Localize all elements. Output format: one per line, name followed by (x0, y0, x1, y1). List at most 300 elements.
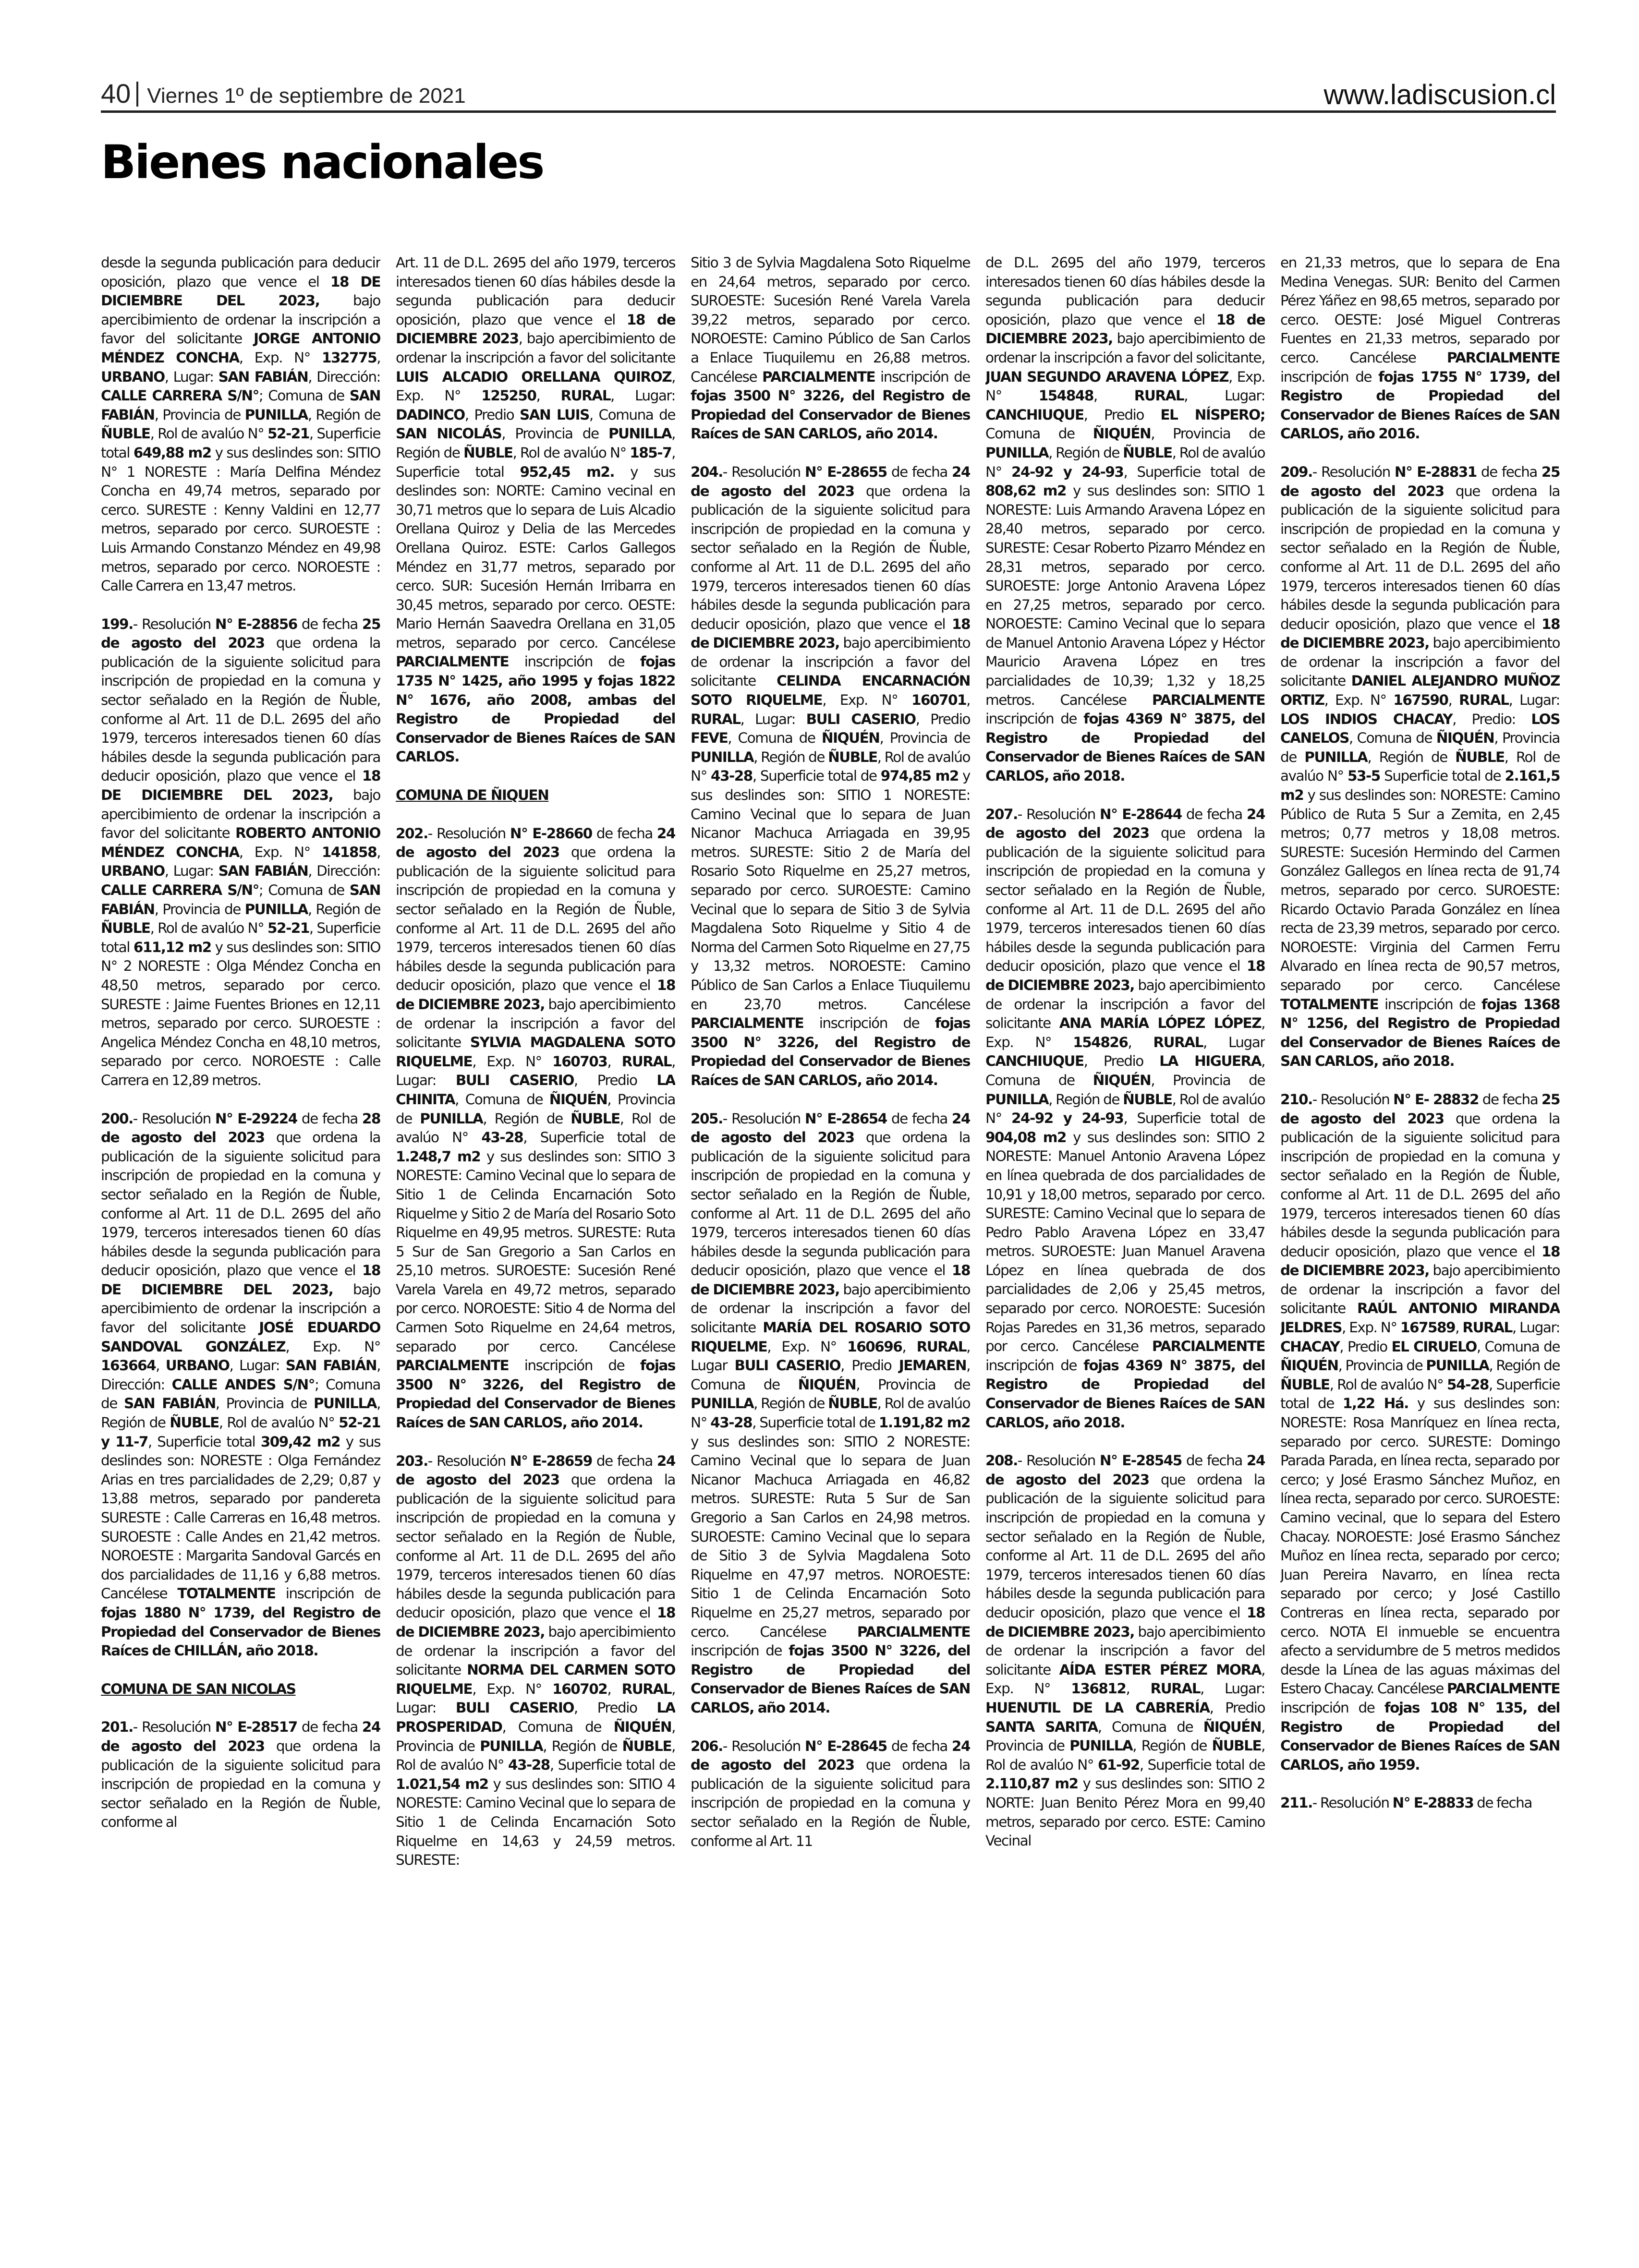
notice-emphasis: 125250 (481, 387, 536, 404)
notice-emphasis: ÑUBLE (1212, 1737, 1262, 1754)
notice-emphasis: N° E-28654 (804, 1110, 887, 1127)
commune-heading: COMUNA DE ÑIQUEN (396, 787, 549, 804)
notice-text: de fecha (592, 1452, 657, 1469)
notice-emphasis: EL CIRUELO (1391, 1338, 1477, 1355)
notice-emphasis: 167589 (1400, 1319, 1456, 1336)
notice-text: , (607, 1680, 622, 1697)
notice-emphasis: CALLE CARRERA S/N° (101, 387, 259, 404)
notice-text: , Lugar: (229, 1357, 286, 1374)
notice-emphasis: 1.248,7 m2 (396, 1148, 481, 1165)
notice-emphasis: 43-28 (508, 1757, 550, 1773)
notice-text: , Comuna de (1476, 1338, 1560, 1355)
notice-emphasis: 25 de agosto del 2023 (101, 615, 380, 651)
notice-paragraph (985, 253, 1265, 786)
notice-text: y sus deslindes son: NORTE: Camino vecinal en 30,71 metros que lo separa de Luis Alcadio Orellana Quiroz y Delia de las Mercedes Orellana Quiroz. ESTE: Carlos Gallegos Méndez en 31,77 metros, separado por cerco. SUR: Sucesión Hernán Irribarra en 30,45 metros, separado por cerco. OESTE: Mario Hernán Saavedra Orellana en 31,05 metros, separado por cerco. Cancélese (396, 463, 675, 651)
notice-emphasis: ROBERTO ANTONIO MÉNDEZ CONCHA (101, 825, 380, 860)
notice-text: , Lugar: (1184, 387, 1265, 404)
notice-text: , Región de (396, 425, 675, 461)
notice-text: , Lugar: (610, 387, 675, 404)
notice-text: , Región de (1048, 1091, 1123, 1108)
notice-text: , Provincia de (879, 730, 970, 747)
notice-text: que ordena la publicación de la siguiente solicitud para inscripción de propiedad en la comuna y sector señalado en la Región de Ñuble, conforme al Art. 11 de D.L. 2695 del año 1979, terceros interesados tienen 60 días hábiles desde la segunda publicación para deducir oposición, plazo que vence el (1280, 483, 1560, 632)
notice-emphasis: ÑIQUÉN (613, 1718, 672, 1735)
notice-emphasis: 974,85 m2 (880, 768, 959, 784)
notice-emphasis: 24 de agosto del 2023 (691, 1737, 970, 1773)
notice-text: , (536, 387, 561, 404)
notice-text: , Provincia de (215, 1395, 314, 1412)
notice-emphasis: URBANO (101, 368, 165, 385)
notice-emphasis: ÑUBLE (101, 920, 150, 937)
notice-paragraph (1280, 463, 1560, 1071)
notice-emphasis: PUNILLA (313, 1395, 377, 1412)
notice-emphasis: N° E-28644 (1099, 806, 1182, 822)
notice-text: inscripción de (275, 1585, 380, 1602)
notice-text: , Predio (1083, 1053, 1160, 1070)
notice-emphasis: 141858 (321, 844, 377, 860)
notice-emphasis: 24 de agosto del 2023 (396, 825, 675, 861)
notice-text: , Superficie total (101, 920, 380, 955)
notice-text: y sus deslindes son: NORESTE: Camino Público de Ruta 5 Sur a Zemita, en 2,45 metros; 0,77 metros y 18,08 metros. SURESTE: Sucesión Hermindo del Carmen González Gallegos en línea recta de 91,74 metros, separado por cerco. SUROESTE: Ricardo Octavio Parada González en línea recta de 23,39 metros, separado por cerco. NOROESTE: Virginia del Carmen Ferru Alvarado en línea recta de 90,57 metros, separado por cerco. Cancélese (1280, 787, 1560, 993)
notice-text: , Predio (1339, 1338, 1392, 1355)
text-column-1 (101, 253, 380, 2251)
notice-emphasis: BULI CASERIO (455, 1072, 574, 1089)
notice-emphasis: 25 de agosto del 2023 (1280, 1091, 1560, 1127)
notice-emphasis: DADINCO (396, 406, 465, 423)
notice-text: que ordena la publicación de la siguiente solicitud para inscripción de propiedad en la comuna y sector señalado en la Región de Ñuble, conforme al Art. 11 de D.L. 2695 del año 1979, terceros interesados tienen 60 días hábiles desde la segunda publicación para deducir oposición, plazo que vence el (691, 1129, 970, 1279)
notice-text: , Provincia de (154, 901, 245, 917)
notice-emphasis: 18 de DICIEMBRE 2023, (396, 977, 675, 1013)
notice-text: bajo apercibimiento de ordenar la inscripción a favor del solicitante (985, 1623, 1265, 1678)
notice-text: , (902, 1338, 917, 1355)
notice-text: , Comuna de (455, 1091, 549, 1108)
notice-emphasis: N° E-28833 (1392, 1795, 1474, 1811)
notice-text: , Rol de avalúo N° (512, 444, 630, 461)
notice-text: , Superficie total (396, 444, 675, 480)
notice-text: , (1448, 692, 1459, 709)
notice-text: bajo apercibimiento de ordenar la inscripción a favor del solicitante (691, 1281, 970, 1336)
notice-text: de fecha (592, 825, 657, 842)
notice-text: , Región de (483, 1110, 571, 1127)
notice-emphasis: RURAL (621, 1053, 672, 1070)
notice-emphasis: 18 de DICIEMBRE 2023, (985, 958, 1265, 993)
notice-text: , Región de (1048, 444, 1123, 461)
notice-text: , Exp. N° (396, 368, 675, 404)
notice-emphasis: 54-28 (1447, 1376, 1489, 1393)
notice-text: - Resolución (1017, 1452, 1100, 1469)
notice-emphasis: fojas 3500 N° 3226, del Registro de Propiedad del Conservador de Bienes Raíces de SAN CARLOS, año 2014. (691, 1015, 970, 1088)
notice-emphasis: ÑUBLE (828, 1395, 877, 1412)
notice-emphasis: N° E-28831 (1394, 463, 1477, 480)
notice-emphasis: JORGE ANTONIO MÉNDEZ CONCHA (101, 330, 380, 366)
notice-text: , Lugar (691, 1338, 970, 1374)
notice-text: , Provincia de (154, 406, 245, 423)
notice-emphasis: 952,45 m2. (520, 463, 615, 480)
notice-text: , Superficie total de (1123, 1110, 1265, 1127)
notice-emphasis: 52-21 (267, 425, 309, 442)
notice-emphasis: RURAL (1462, 1319, 1512, 1336)
notice-emphasis: N° E-28545 (1099, 1452, 1182, 1469)
notice-text: , Lugar: (1512, 1319, 1560, 1336)
notice-emphasis: PARCIALMENTE (396, 1357, 509, 1374)
notice-emphasis: 2.110,87 m2 (985, 1775, 1078, 1792)
notice-text: - Resolución (722, 1737, 805, 1754)
page-header (101, 72, 1556, 113)
notice-text: , Lugar: (1200, 1680, 1265, 1697)
notice-text: Sitio 3 de Sylvia Magdalena Soto Riquelme en 24,64 metros, separado por cerco. SUROESTE: Sucesión René Varela Varela 39,22 metros, separado por cerco. NOROESTE: Camino Público de San Carlos a Enlace Tiuquilemu en 26,88 metros. Cancélese (691, 254, 970, 385)
notice-text: inscripción de (1378, 996, 1481, 1013)
notice-emphasis: 160701 (911, 692, 967, 709)
notice-text: , Rol de avalúo N° (150, 920, 268, 937)
notice-emphasis: EL NÍSPERO; (1160, 406, 1265, 423)
section-title: Bienes nacionales (101, 135, 544, 189)
issue-date: Viernes 1º de septiembre de 2021 (147, 84, 466, 108)
notice-text: , Predio: (1452, 711, 1531, 727)
notice-text: ; Comuna de (101, 1376, 380, 1412)
text-column-5 (1280, 253, 1560, 2251)
notice-paragraph (101, 1110, 380, 1661)
notice-emphasis: ÑUBLE (1123, 444, 1172, 461)
notice-emphasis: HUENUTIL DE LA CABRERÍA (985, 1699, 1210, 1716)
notice-text: de fecha (297, 1719, 362, 1736)
notice-text: , Lugar: (164, 863, 219, 880)
notice-text: inscripción de (875, 368, 970, 385)
notice-text: - Resolución (427, 825, 510, 842)
notices-columns (101, 253, 1559, 2251)
notice-emphasis: N° E-28517 (215, 1719, 297, 1736)
notice-text: - Resolución (1312, 1795, 1393, 1811)
notice-emphasis: ÑUBLE (101, 425, 150, 442)
notice-emphasis: NORMA DEL CARMEN SOTO RIQUELME (396, 1662, 675, 1697)
notice-text: y sus deslindes son: SITIO 1 NORESTE: Luis Armando Aravena López en 28,40 metros, separado por cerco. SURESTE: Cesar Roberto Pizarro Méndez en 28,31 metros, separado por cerco. SUROESTE: Jorge Antonio Aravena López en 27,25 metros, separado por cerco. NOROESTE: Camino Vecinal que lo separa de Manuel Antonio Aravena López y Héctor Mauricio Aravena López en tres parcialidades de 10,39; 1,32 y 18,25 metros. Cancélese (985, 483, 1265, 708)
notice-text: - Resolución (133, 1719, 215, 1736)
notice-emphasis: 163664 (101, 1357, 156, 1374)
notice-emphasis: 210. (1280, 1091, 1312, 1108)
notice-emphasis: 2.161,5 m2 (1280, 768, 1560, 804)
notice-emphasis: RURAL (1153, 1034, 1203, 1050)
notice-emphasis: 18 de DICIEMBRE 2023, (985, 1604, 1265, 1640)
notice-text: de fecha (886, 1110, 952, 1127)
notice-emphasis: fojas 3500 N° 3226, del Registro de Propiedad del Conservador de Bienes Raíces de SAN CARLOS, año 2014. (691, 387, 970, 442)
notice-paragraph (396, 253, 675, 767)
notice-text: y sus deslindes son: SITIO N° 2 NORESTE : Olga Méndez Concha en 48,50 metros, separado por cerco. SURESTE : Jaime Fuentes Briones en 12,11 metros, separado por cerco. SUROESTE : Angelica Méndez Concha en 48,10 metros, separado por cerco. NOROESTE : Calle Carrera en 12,89 metros. (101, 939, 380, 1088)
notice-text: , Superficie total de (752, 1414, 879, 1431)
notice-emphasis: 24 de agosto del 2023 (985, 1452, 1265, 1488)
notice-emphasis: 132775 (321, 349, 377, 366)
notice-emphasis: SAN FABIÁN (285, 1357, 377, 1374)
notice-emphasis: MARÍA DEL ROSARIO SOTO RIQUELME (691, 1319, 970, 1355)
notice-text: , Provincia de (1338, 1357, 1426, 1374)
notice-emphasis: PUNILLA (1426, 1357, 1489, 1374)
notice-text: y sus deslindes son: SITIO 2 NORESTE: Camino Vecinal que lo separa de Juan Nicanor Machuca Arriagada en 46,82 metros. SURESTE: Ruta 5 Sur de San Gregorio a San Carlos en 24,98 metros. SUROESTE: Camino Vecinal que lo separa de Sitio 3 de Sylvia Magdalena Soto Riquelme en 47,97 metros. NOROESTE: Sitio 1 de Celinda Encarnación Soto Riquelme en 25,27 metros, separado por cerco. Cancélese (691, 1433, 970, 1640)
notice-text: , Provincia de (985, 1718, 1265, 1754)
notice-text: , Superficie total (101, 425, 380, 461)
notice-emphasis: N° E- 28832 (1393, 1091, 1479, 1108)
notice-emphasis: SAN NICOLÁS (396, 425, 502, 442)
notice-text: inscripción de (1280, 1699, 1384, 1716)
notice-text: inscripción de (509, 1357, 640, 1374)
notice-text: y sus deslindes son: SITIO 2 NORESTE: Manuel Antonio Aravena López en línea quebrada de dos parcialidades de 10,91 y 18,00 metros, separado por cerco. SURESTE: Camino Vecinal que lo separa de Pedro Pablo Aravena López en 33,47 metros. SUROESTE: Juan Manuel Aravena López en línea quebrada de dos parcialidades de 2,06 y 25,45 metros, separado por cerco. NOROESTE: Sucesión Rojas Paredes en 31,36 metros, separado por cerco. Cancélese (985, 1129, 1265, 1355)
notice-emphasis: PUNILLA (480, 1737, 543, 1754)
notice-emphasis: DANIEL ALEJANDRO MUÑOZ ORTIZ (1280, 673, 1560, 709)
notice-emphasis: 18 DE DICIEMBRE DEL 2023, (101, 768, 380, 804)
notice-emphasis: JEMAREN (898, 1357, 967, 1374)
notice-text: , Provincia de (1151, 1072, 1265, 1088)
notice-text: que ordena la publicación de la siguiente solicitud para inscripción de propiedad en la comuna y sector señalado en la Región de Ñuble, conforme al Art. 11 de D.L. 2695 del año 1979, terceros interesados tienen 60 días hábiles desde la segunda publicación para deducir oposición, plazo que vence el (101, 635, 380, 784)
notice-emphasis: N° E-28659 (510, 1452, 592, 1469)
notice-emphasis: SANTA SARITA (985, 1718, 1098, 1735)
notice-emphasis: 201. (101, 1719, 133, 1736)
notice-text: de fecha (1476, 463, 1542, 480)
notice-text: , Comuna de (728, 730, 822, 747)
notice-paragraph (101, 253, 380, 596)
notice-emphasis: PUNILLA (985, 1091, 1049, 1108)
notice-emphasis: SYLVIA MAGDALENA SOTO RIQUELME (396, 1034, 675, 1070)
notice-emphasis: RAÚL ANTONIO MIRANDA JELDRES (1280, 1300, 1560, 1336)
notice-emphasis: PUNILLA (1069, 1737, 1133, 1754)
notice-emphasis: 28 de agosto del 2023 (101, 1110, 380, 1146)
page-info (101, 78, 466, 109)
notice-emphasis: ANA MARÍA LÓPEZ LÓPEZ (1059, 1015, 1262, 1032)
notice-text: , Región de (753, 1395, 828, 1412)
notice-emphasis: 208. (985, 1452, 1018, 1469)
notice-text: , Exp. N° (285, 1338, 380, 1355)
notice-emphasis: 649,88 m2 (133, 444, 211, 461)
notice-text: , Superficie total de (752, 768, 881, 784)
commune-heading: COMUNA DE SAN NICOLAS (101, 1680, 296, 1697)
notice-text: , Predio (1209, 1699, 1265, 1716)
notice-text: , Rol de avalúo N° (691, 1395, 970, 1431)
notice-emphasis: PUNILLA (691, 748, 754, 765)
notice-text: y sus deslindes son: NORESTE: Rosa Manríquez en línea recta, separado por cerco. SURESTE: Domingo Parada Parada, en línea recta, separado por cerco; y José Erasmo Sánchez Muñoz, en línea recta, separado por cerco. SUROESTE: Camino vecinal, que lo separa del Estero Chacay. NOROESTE: José Erasmo Sánchez Muñoz en línea recta, separado por cerco; Juan Pereira Navarro, en línea recta separado por cerco; y José Castillo Contreras en línea recta, separado por cerco. NOTA El inmueble se encuentra afecto a servidumbre de 5 metros medidos desde la Línea de las aguas máximas del Estero Chacay. Cancélese (1280, 1395, 1560, 1697)
notice-paragraph (691, 463, 970, 1090)
notice-text: , Región de (1132, 1737, 1212, 1754)
notice-emphasis: fojas 4369 N° 3875, del Registro de Propiedad del Conservador de Bienes Raíces de SAN CARLOS, año 2018. (985, 711, 1265, 784)
notice-emphasis: ÑUBLE (571, 1110, 620, 1127)
notice-emphasis: 18 DE DICIEMBRE DEL 2023, (101, 1262, 380, 1298)
notice-text: inscripción de (1280, 368, 1379, 385)
notice-text: , Superficie total de (1123, 463, 1265, 480)
notice-emphasis: ÑIQUÉN (1203, 1718, 1262, 1735)
notice-emphasis: 1.191,82 m2 (878, 1414, 970, 1431)
notice-emphasis: fojas 4369 N° 3875, del Registro de Propiedad del Conservador de Bienes Raíces de SAN CARLOS, año 2018. (985, 1357, 1265, 1431)
notice-text: de fecha (886, 1737, 952, 1754)
notice-text: , Comuna de (1348, 730, 1436, 747)
notice-text: de fecha (1479, 1091, 1542, 1108)
notice-text: , Exp. N° (239, 349, 322, 366)
notice-emphasis: N° E-28660 (510, 825, 592, 842)
notice-emphasis: ÑUBLE (1123, 1091, 1172, 1108)
notice-text: , (376, 844, 380, 860)
notice-emphasis: 24 de agosto del 2023 (691, 463, 970, 499)
notice-text: bajo apercibimiento de ordenar la inscripción a favor del solicitante, (985, 330, 1265, 366)
notice-emphasis: RURAL (1134, 387, 1184, 404)
notice-text: bajo apercibimiento de ordenar la inscripción a favor del solicitante (691, 635, 970, 689)
notice-text: , (1093, 387, 1134, 404)
notice-text: desde la segunda publicación para deducir oposición, plazo que vence el (101, 254, 380, 290)
notice-emphasis: 309,42 m2 (260, 1433, 340, 1450)
notice-text: , Dirección: (308, 368, 380, 385)
notice-emphasis: 24 de agosto del 2023 (396, 1452, 675, 1488)
notice-emphasis: 211. (1280, 1795, 1312, 1811)
notice-text: , Predio (915, 711, 970, 727)
notice-emphasis: RURAL (560, 387, 610, 404)
notice-text: , Superficie total (147, 1433, 261, 1450)
notice-text: , Superficie total de (549, 1757, 675, 1773)
notice-emphasis: ÑUBLE (1280, 1376, 1330, 1393)
notice-paragraph (1280, 253, 1560, 444)
notice-text: - Resolución (1312, 1091, 1394, 1108)
notice-emphasis: 24 de agosto del 2023 (691, 1110, 970, 1146)
notice-text: , Exp. N° (239, 844, 322, 860)
notice-emphasis: 209. (1280, 463, 1312, 480)
notice-emphasis: 43-28 (710, 768, 753, 784)
notice-emphasis: ÑUBLE (622, 1737, 672, 1754)
notice-emphasis: LUIS ALCADIO ORELLANA QUIROZ (396, 368, 672, 385)
notice-emphasis: fojas 1755 N° 1739, del Registro de Propiedad del Conservador de Bienes Raíces de SAN CARLOS, año 2016. (1280, 368, 1560, 442)
notice-text: de fecha (1181, 1452, 1247, 1469)
notice-emphasis: PARCIALMENTE (1446, 349, 1560, 366)
notice-text: , (156, 1357, 166, 1374)
notice-emphasis: 43-28 (710, 1414, 753, 1431)
notice-paragraph (985, 805, 1265, 1433)
notice-text: , Rol de avalúo N° (985, 1737, 1265, 1773)
notice-emphasis: 160696 (847, 1338, 902, 1355)
notice-text: , Exp. N° (985, 1015, 1265, 1050)
notice-emphasis: LA CHINITA (396, 1072, 675, 1108)
notice-paragraph (1280, 1794, 1560, 1813)
notice-text: bajo apercibimiento de ordenar la inscripción a favor del solicitante (101, 292, 380, 347)
notice-text: - Resolución (133, 615, 215, 632)
notice-text: - Resolución (133, 1110, 215, 1127)
notice-text: que ordena la publicación de la siguiente solicitud para inscripción de propiedad en la comuna y sector señalado en la Región de Ñuble, conforme al Art. 11 de D.L. 2695 del año 1979, terceros interesados tienen 60 días hábiles desde la segunda publicación para deducir oposición, plazo que vence el (396, 844, 675, 994)
notice-text: que ordena la publicación de la siguiente solicitud para inscripción de propiedad en la comuna y sector señalado en la Región de Ñuble, conforme al Art. 11 de D.L. 2695 del año 1979, terceros interesados tienen 60 días hábiles desde la segunda publicación para deducir oposición, plazo que vence el (1280, 1110, 1560, 1260)
notice-text: que ordena la publicación de la siguiente solicitud para inscripción de propiedad en la comuna y sector señalado en la Región de Ñuble, conforme al Art. 11 de D.L. 2695 del año 1979, terceros interesados tienen 60 días hábiles desde la segunda publicación para deducir oposición, plazo que vence el (691, 483, 970, 632)
notice-text: inscripción de (509, 653, 640, 670)
notice-emphasis: LA PROSPERIDAD (396, 1700, 675, 1735)
notice-text: , Rol de avalúo N° (396, 1110, 675, 1146)
notice-emphasis: fojas 3500 N° 3226, del Registro de Propiedad del Conservador de Bienes Raíces de SAN CARLOS, año 2014. (691, 1642, 970, 1716)
notice-emphasis: RURAL (1150, 1680, 1200, 1697)
notice-emphasis: 206. (691, 1737, 723, 1754)
notice-text: , Comuna de (691, 1357, 970, 1393)
notice-emphasis: 1,22 Há. (1342, 1395, 1408, 1412)
notice-emphasis: 160702 (552, 1680, 607, 1697)
notice-emphasis: PUNILLA (985, 444, 1049, 461)
notice-emphasis: 18 DE DICIEMBRE DEL 2023, (101, 273, 380, 309)
notice-text: , Superficie total de (1280, 1376, 1560, 1412)
notice-text: , Lugar (1202, 1034, 1265, 1050)
notice-paragraph (396, 1452, 675, 1870)
notice-emphasis: URBANO (165, 1357, 230, 1374)
notice-text: y sus deslindes son: SITIO 2 NORTE: Juan Benito Pérez Mora en 99,40 metros, separado por cerco. ESTE: Camino Vecinal (985, 1775, 1265, 1849)
notice-text: , Rol de avalúo N° (219, 1414, 339, 1431)
notice-text: bajo apercibimiento de ordenar la inscripción a favor del solicitante (985, 977, 1265, 1032)
notice-text: bajo apercibimiento de ordenar la inscripción a favor del solicitante (101, 787, 380, 842)
website-link[interactable]: www.ladiscusion.cl (1323, 79, 1556, 110)
notice-text: de fecha (297, 615, 362, 632)
notice-emphasis: ÑIQUÉN (821, 730, 880, 747)
notice-text: que ordena la publicación de la siguiente solicitud para inscripción de propiedad en la comuna y sector señalado en la Región de Ñuble, conforme al (101, 1737, 380, 1831)
notice-text: , Comuna de (589, 406, 675, 423)
notice-emphasis: PARCIALMENTE (762, 368, 875, 385)
notice-text: - Resolución (1017, 806, 1100, 822)
notice-emphasis: N° E-28856 (215, 615, 297, 632)
notice-text: de fecha (1473, 1795, 1532, 1811)
notice-text: y sus deslindes son: SITIO 3 NORESTE: Camino Vecinal que lo separa de Sitio 1 de Celinda Encarnación Soto Riquelme y Sitio 2 de María del Rosario Soto Riquelme en 49,95 metros. SURESTE: Ruta 5 Sur de San Gregorio a San Carlos en 25,10 metros. SUROESTE: Sucesión René Varela Varela en 49,72 metros, separado por cerco. NOROESTE: Sitio 4 de Norma del Carmen Soto Riquelme en 24,64 metros, separado por cerco. Cancélese (396, 1148, 675, 1355)
notice-emphasis: 203. (396, 1452, 428, 1469)
notice-text: , Provincia de (396, 1091, 675, 1127)
notice-emphasis: ÑIQUÉN (1093, 1072, 1151, 1088)
notice-text: , Rol de avalúo N° (985, 1091, 1265, 1127)
notice-text: que ordena la publicación de la siguiente solicitud para inscripción de propiedad en la comuna y sector señalado en la Región de Ñuble, conforme al Art. 11 de D.L. 2695 del año 1979, terceros interesados tienen 60 días hábiles desde la segunda publicación para deducir oposición, plazo que vence el (985, 1471, 1265, 1621)
notice-emphasis: 18 de DICIEMBRE 2023, (396, 1604, 675, 1640)
notice-emphasis: TOTALMENTE (177, 1585, 276, 1602)
notice-text: que ordena la publicación de la siguiente solicitud para inscripción de propiedad en la comuna y sector señalado en la Región de Ñuble, conforme al Art. 11 de D.L. 2695 del año 1979, terceros interesados tienen 60 días hábiles desde la segunda publicación para deducir oposición, plazo que vence el (101, 1129, 380, 1279)
notice-text: , Predio (464, 406, 520, 423)
notice-text: , (607, 1053, 622, 1070)
notice-emphasis: URBANO (101, 863, 165, 880)
notice-emphasis: CELINDA ENCARNACIÓN SOTO RIQUELME (691, 673, 970, 709)
notice-emphasis: 205. (691, 1110, 723, 1127)
notice-emphasis: 18 de DICIEMBRE 2023, (1280, 1243, 1560, 1279)
notice-text: que ordena la publicación de la siguiente solicitud para inscripción de propiedad en la comuna y sector señalado en la Región de Ñuble, conforme al Art. 11 de D.L. 2695 del año 1979, terceros interesados tienen 60 días hábiles desde la segunda publicación para deducir oposición, plazo que vence el (985, 825, 1265, 975)
notice-text: , (376, 349, 380, 366)
notice-emphasis: 52-21 y 11-7 (101, 1414, 380, 1450)
notice-emphasis: CALLE CARRERA S/N° (101, 882, 259, 898)
notice-emphasis: 207. (985, 806, 1018, 822)
notice-text: , (1455, 1319, 1463, 1336)
notice-emphasis: TOTALMENTE (1280, 996, 1379, 1013)
notice-text: , Rol de avalúo N° (1280, 748, 1560, 784)
notice-emphasis: BULI CASERIO (734, 1357, 841, 1374)
notice-text: de D.L. 2695 del año 1979, terceros interesados tienen 60 días hábiles desde la segunda publicación para deducir oposición, plazo que vence el (985, 254, 1265, 328)
notice-text: , Lugar: (396, 1680, 675, 1716)
notice-text: - Resolución (1312, 463, 1395, 480)
notice-text: , Comuna de (502, 1718, 614, 1735)
notice-text: , Rol de avalúo N° (396, 1737, 675, 1773)
notice-emphasis: RURAL (621, 1680, 672, 1697)
notice-text: , Lugar: (1508, 692, 1560, 709)
notice-text: bajo apercibimiento de ordenar la inscripción a favor del solicitante (101, 1281, 380, 1336)
notice-emphasis: 52-21 (267, 920, 309, 937)
notice-emphasis: BULI CASERIO (455, 1700, 574, 1716)
notice-emphasis: 167590 (1393, 692, 1448, 709)
notice-emphasis: fojas 1735 N° 1425, año 1995 y fojas 1822 N° 1676, año 2008, ambas del Registro de Propiedad del Conservador de Bienes Raíces de SAN CARLOS. (396, 653, 675, 765)
text-column-4 (985, 253, 1265, 2251)
notice-text: , Exp. N° (472, 1680, 553, 1697)
page-number: 40 (101, 78, 131, 109)
notice-text: , Predio (573, 1072, 657, 1089)
notice-paragraph (101, 1718, 380, 1832)
notice-text: inscripción de (985, 1357, 1084, 1374)
notice-emphasis: BULI CASERIO (806, 711, 916, 727)
notice-emphasis: PARCIALMENTE (857, 1623, 970, 1640)
notice-emphasis: RURAL (1459, 692, 1509, 709)
notice-text: de fecha (886, 463, 952, 480)
notice-emphasis: fojas 108 N° 135, del Registro de Propiedad del Conservador de Bienes Raíces de SAN CARLOS, año 1959. (1280, 1699, 1560, 1773)
notice-emphasis: 43-28 (481, 1129, 523, 1146)
notice-text: - Resolución (722, 463, 805, 480)
notice-emphasis: JUAN SEGUNDO ARAVENA LÓPEZ (985, 368, 1229, 385)
notice-text: , Superficie total de (523, 1129, 675, 1146)
notice-emphasis: 1.021,54 m2 (396, 1775, 488, 1792)
notice-text: Art. 11 de D.L. 2695 del año 1979, terceros interesados tienen 60 días hábiles desde la segunda publicación para deducir oposición, plazo que vence el (396, 254, 675, 328)
notice-text: , Exp. N° (1324, 692, 1394, 709)
notice-emphasis: 154826 (1073, 1034, 1128, 1050)
notice-text: , Superficie total de (1139, 1756, 1265, 1773)
notice-text: ; Comuna de (258, 387, 350, 404)
notice-text: Superficie total de (1380, 768, 1505, 784)
